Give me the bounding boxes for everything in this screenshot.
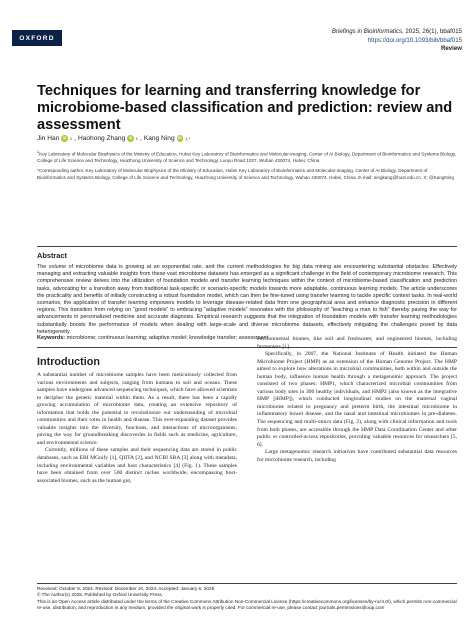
copyright: © The Author(s) 2025. Published by Oxford University Press. [37, 592, 164, 598]
corresponding-author: *Corresponding author. Key Laboratory of Molecular Biophysics of the Ministry of Education, Hubei Key Laboratory of Bioinformatics and Molecular-imaging, Center of AI Biology, Department of Bioinformatics and Systems Biology, College of Life Science and Technology, Huazhong University of Science and Technology, Wuhan 430074, Hubei, China. E-mail: ningkang@hust.edu.cn. X: @KangNing [37, 168, 454, 180]
abstract-text: The volume of microbiome data is growing at an exponential rate, and the current methodologies for big data mining are encountering substantial obstacles. Effectively managing and extracting valuable insights from these vast microbiome datasets has emerged as a significant challenge in the field of contemporary microbiome research. This comprehensive review delves into the utilization of foundation models and transfer learning techniques within the context of microbiome-based classification and prediction tasks, advocating for a transition away from traditional task-specific or scenario-specific models towards more adaptable, continuous learning models. The article underscores the practicality and benefits of initially constructing a robust foundation model, which can then be fine-tuned using transfer learning to tackle specific context tasks. In real-world scenarios, the application of transfer learning empowers models to leverage disease-related data from one geographical area and enhance diagnostic precision in different regions. This transition from relying on “good models” to embracing “adaptive models” resonates with the philosophy of “teaching a man to fish” thereby paving the way for advancements in personalized medicine and accurate diagnosis. Empirical research suggests that the integration of foundation models with transfer learning methodologies substantially boosts the performance of models when dealing with large-scale and diverse microbiome datasets, effectively mitigating the challenges posed by data heterogeneity. [37, 264, 457, 335]
paragraph: Currently, millions of these samples and their sequencing data are stored in public databases, such as EBI MGnify [1], QIITA [2], and NCBI SRA [3] along with metadata, including environmental variables and host characteristics [4] (Fig. 1). These samples have been obtained from over 500 distinct niches worldwide, encompassing host-associated biomes, such as the human gut, [37, 447, 237, 484]
orcid-icon[interactable]: iD [62, 136, 67, 141]
section-divider [37, 246, 457, 247]
author-affiliation-mark: 1,* [185, 136, 191, 141]
author-name[interactable]: Jin Han [37, 135, 60, 142]
paragraph: Specifically, in 2007, the National Institutes of Health initiated the Human Microbiome Project (HMP) as an extension of the Human Genome Project. The HMP aimed to explore how alterations in microbial communities, both within and outside the human body, influence human health through a metagenomic approach. The project consisted of two phases: HMP1, which characterized microbial communities from various body sites in 300 healthy individuals, and HMP2 (also known as the integrative HMP [iHMP]), which conducted longitudinal studies on the maternal vaginal microbiome related to pregnancy and preterm birth, the intestinal microbiome in inflammatory bowel disease, and the nasal and intestinal microbiomes in pre-diabetes. The sequencing and multi-omics data (Fig. 2), along with clinical information and tools from both phases, are accessible through the HMP Data Coordination Center and other public or controlled-access repositories, providing valuable resources for researchers [5, 6]. [257, 351, 457, 448]
publisher-logo: OXFORD [12, 30, 62, 46]
right-column [257, 336, 457, 464]
author-name[interactable]: Kang Ning [143, 135, 175, 142]
journal-citation: Briefings in Bioinformatics, 2025, 26(1), bbaf015 [331, 28, 462, 35]
author-affiliation-mark: 1 [69, 136, 73, 141]
introduction-heading: Introduction [37, 356, 100, 368]
doi-link[interactable]: https://doi.org/10.1093/bib/bbaf015 [367, 36, 462, 44]
left-column [37, 372, 237, 485]
author-name[interactable]: Haohong Zhang [77, 135, 126, 142]
author-affiliation-mark: 1 [135, 136, 138, 141]
paragraph: Large metagenomic research initiatives have contributed substantial data resources for microbiome research, including [257, 449, 457, 463]
article-type: Review [440, 45, 462, 52]
paragraph: environmental biomes, like soil and freshwater, and engineered biomes, including fermenters [1]. [257, 336, 457, 350]
paragraph: A substantial number of microbiome samples have been meticulously collected from various environments and subjects, ranging from humans to soil and oceans. These samples have undergone advanced sequencing techniques, which have allowed scientists to decipher the genetic material within them. As a result, there has been a rapidly growing accumulation of microbiome data, creating an extensive repository of information that holds the potential to revolutionize our understanding of microbial communities and their roles in health and disease. This ever-expanding dataset provides valuable insights into the diversity, functions, and interactions of microorganisms, paving the way for groundbreaking discoveries in fields such as medicine, agriculture, and environmental science. [37, 372, 237, 446]
license-text: This is an Open Access article distributed under the terms of the Creative Commons Attribution Non-Commercial License (https://creativecommons.org/licenses/by-nc/4.0/), which permits non-commercial re-use, distribution, and reproduction in any medium, provided the original work is properly cited. For commercial re-use, please contact journals.permissions@oup.com [37, 598, 457, 610]
affiliation-text: $^1$Key Laboratory of Molecular Biophysics of the Ministry of Education, Hubei Key Laboratory of Bioinformatics and Molecular-imaging, Center of AI Biology, Department of Bioinformatics and Systems Biology, College of Life Science and Technology, Huazhong University of Science and Technology, Luoyu Road 1037, Wuhan 430074, Hubei, China [37, 150, 457, 164]
keywords-label: Keywords: [37, 335, 66, 341]
article-title: Techniques for learning and transferring knowledge for microbiome-based classification and prediction: review and assessment [37, 83, 453, 133]
article-dates: Received: October 8, 2024. Revised: December 10, 2024. Accepted: January 6, 2025 [37, 586, 215, 591]
keywords-text: microbiome; continuous learning; adaptive model; knowledge transfer; assessment [66, 335, 269, 341]
orcid-icon[interactable]: iD [128, 136, 133, 141]
orcid-icon[interactable]: iD [178, 136, 182, 141]
author-list: Jin Han iD 1 , Haohong Zhang iD 1 , Kang Ning iD 1,* [37, 135, 191, 142]
journal-header [332, 28, 462, 54]
footer [37, 586, 457, 611]
abstract-heading: Abstract [37, 251, 67, 260]
footer-divider [37, 583, 457, 584]
